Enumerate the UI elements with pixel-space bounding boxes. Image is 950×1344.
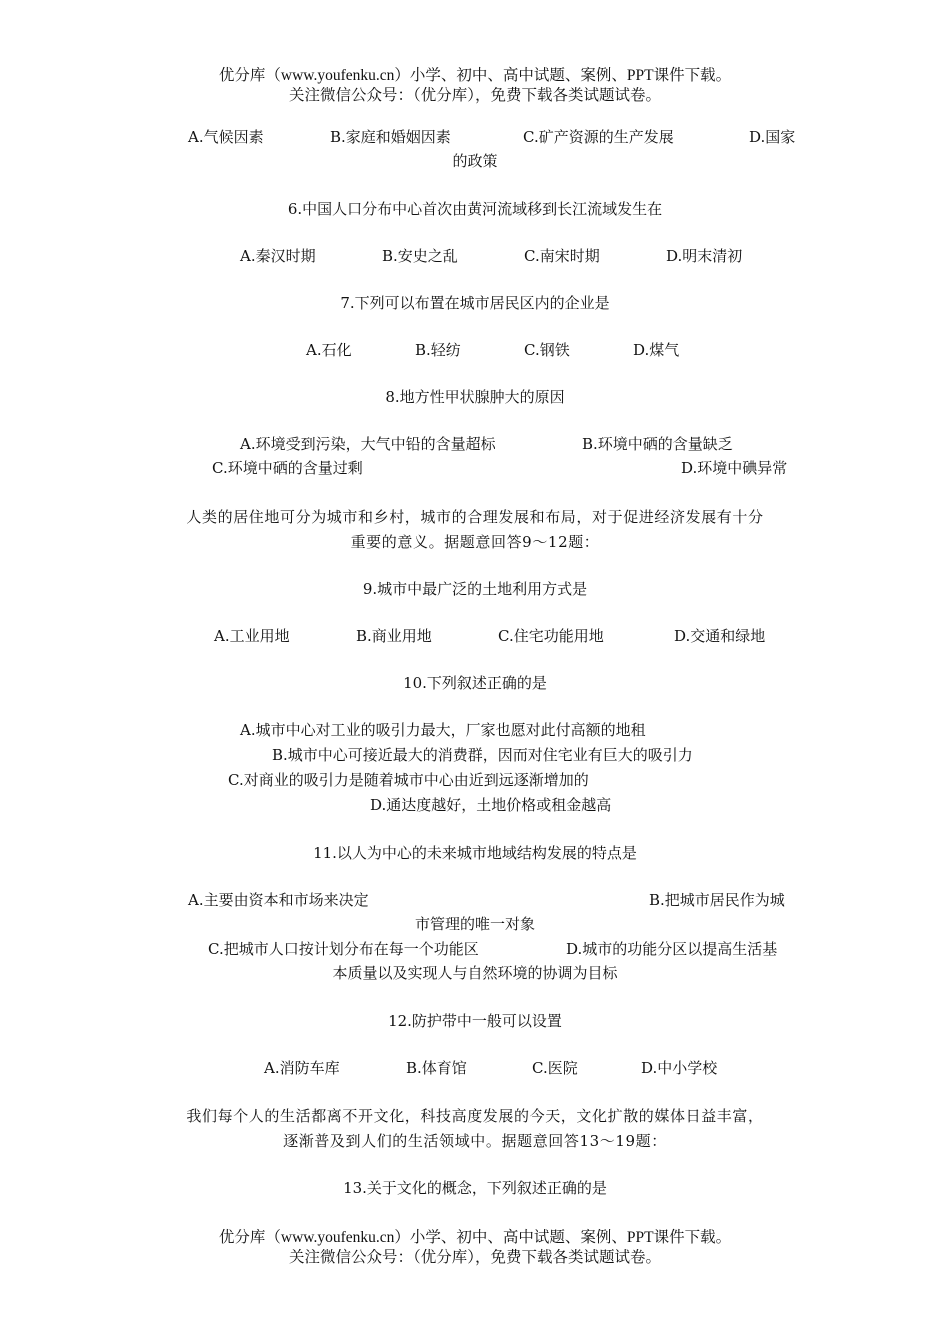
q11-option-d-wrap: 本质量以及实现人与自然环境的协调为目标	[332, 964, 618, 982]
q7-option-d: D.煤气	[633, 341, 680, 359]
q12-option-d: D.中小学校	[641, 1059, 718, 1077]
q10-option-c: C.对商业的吸引力是随着城市中心由近到远逐渐增加的	[228, 771, 589, 789]
footer-line-1: 优分库（www.youfenku.cn）小学、初中、高中试题、案例、PPT课件下载。	[218, 1229, 732, 1246]
header-line-2: 关注微信公众号：（优分库），免费下载各类试题试卷。	[288, 87, 661, 104]
q11-option-b: B.把城市居民作为城	[649, 891, 785, 909]
q12-option-b: B.体育馆	[406, 1059, 467, 1077]
q10-option-a: A.城市中心对工业的吸引力最大，厂家也愿对此付高额的地租	[240, 721, 646, 739]
q6-option-c: C.南宋时期	[524, 247, 600, 265]
q11-option-a: A.主要由资本和市场来决定	[188, 891, 369, 909]
q7-stem: 7.下列可以布置在城市居民区内的企业是	[340, 294, 610, 312]
q6-stem: 6.中国人口分布中心首次由黄河流域移到长江流域发生在	[287, 200, 663, 218]
q9-option-a: A.工业用地	[214, 627, 290, 645]
q10-option-d: D.通达度越好，土地价格或租金越高	[370, 796, 612, 814]
q5-option-c: C.矿产资源的生产发展	[523, 128, 674, 146]
intro-9-12-line-1: 人类的居住地可分为城市和乡村，城市的合理发展和布局，对于促进经济发展有十分	[186, 508, 764, 526]
q8-option-c: C.环境中硒的含量过剩	[212, 459, 363, 477]
q8-option-d: D.环境中碘异常	[681, 459, 788, 477]
q11-option-c: C.把城市人口按计划分布在每一个功能区	[208, 940, 479, 958]
q7-option-b: B.轻纺	[415, 341, 461, 359]
header-line-1: 优分库（www.youfenku.cn）小学、初中、高中试题、案例、PPT课件下载。	[218, 67, 732, 84]
q11-option-d: D.城市的功能分区以提高生活基	[566, 940, 778, 958]
q9-option-c: C.住宅功能用地	[498, 627, 604, 645]
q9-stem: 9.城市中最广泛的土地利用方式是	[362, 580, 588, 598]
intro-9-12-line-2: 重要的意义。据题意回答9～12题：	[350, 533, 600, 551]
q12-stem: 12.防护带中一般可以设置	[388, 1012, 562, 1030]
q5-option-d: D.国家	[749, 128, 796, 146]
q6-option-b: B.安史之乱	[382, 247, 458, 265]
intro-13-19-line-2: 逐渐普及到人们的生活领域中。据题意回答13～19题：	[283, 1132, 667, 1150]
q9-option-b: B.商业用地	[356, 627, 432, 645]
footer-line-2: 关注微信公众号：（优分库），免费下载各类试题试卷。	[288, 1249, 661, 1266]
q8-option-a: A.环境受到污染，大气中铅的含量超标	[240, 435, 496, 453]
q7-option-c: C.钢铁	[524, 341, 570, 359]
q12-option-c: C.医院	[532, 1059, 578, 1077]
q5-option-a: A.气候因素	[188, 128, 264, 146]
q13-stem: 13.关于文化的概念，下列叙述正确的是	[343, 1179, 607, 1197]
q11-stem: 11.以人为中心的未来城市地域结构发展的特点是	[313, 844, 637, 862]
q10-option-b: B.城市中心可接近最大的消费群，因而对住宅业有巨大的吸引力	[272, 746, 693, 764]
q8-stem: 8.地方性甲状腺肿大的原因	[385, 388, 565, 406]
q6-option-d: D.明末清初	[666, 247, 743, 265]
q9-option-d: D.交通和绿地	[674, 627, 766, 645]
q10-stem: 10.下列叙述正确的是	[403, 674, 547, 692]
q8-option-b: B.环境中硒的含量缺乏	[582, 435, 733, 453]
q6-option-a: A.秦汉时期	[240, 247, 316, 265]
q5-option-b: B.家庭和婚姻因素	[330, 128, 451, 146]
q12-option-a: A.消防车库	[264, 1059, 340, 1077]
q5-option-d-wrap: 的政策	[452, 152, 498, 170]
q11-option-b-wrap: 市管理的唯一对象	[414, 915, 535, 933]
q7-option-a: A.石化	[306, 341, 352, 359]
intro-13-19-line-1: 我们每个人的生活都离不开文化，科技高度发展的今天，文化扩散的媒体日益丰富，	[186, 1107, 764, 1125]
